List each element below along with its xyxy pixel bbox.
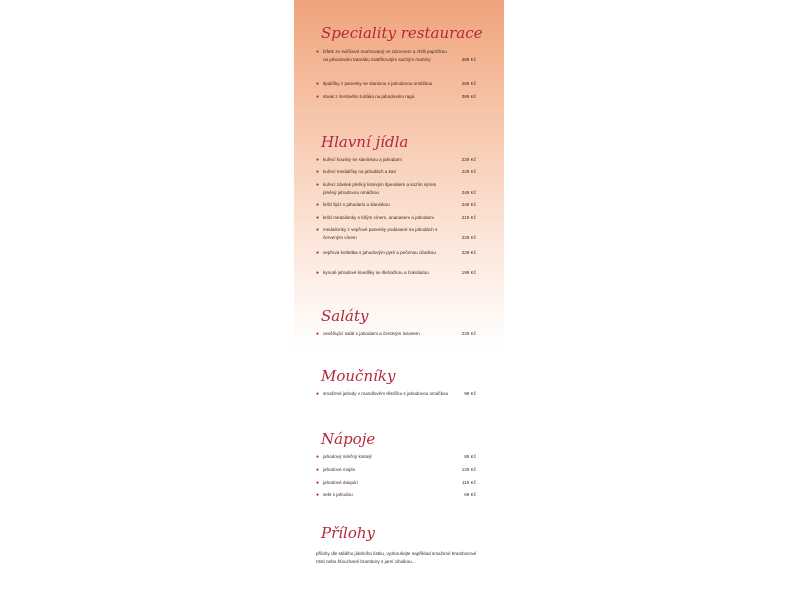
menu-item	[316, 249, 476, 257]
menu-item	[316, 226, 476, 243]
bullet-icon: ●	[316, 454, 320, 460]
bullet-icon: ●	[316, 467, 320, 473]
menu-item	[316, 156, 476, 164]
menu-item-name: kuřecí medailčky na jahodách a kari	[323, 169, 397, 174]
menu-item	[316, 80, 476, 88]
menu-item-price: 199 Kč	[461, 270, 476, 275]
menu-item-name: kuřecí kousky se slaninkou a jahodami	[323, 157, 402, 162]
menu-item-name: jahodové mojito	[323, 467, 356, 472]
menu-item	[316, 168, 476, 176]
sides-note: přílohy dle stálého jídelního lístku, vyzkoušejte například smažené bramborové rösti nebo šťouchané brambory s jarní cibulkou...	[316, 551, 477, 565]
menu-item-name: jahodové daiquiri	[323, 480, 358, 485]
menu-item-name: kuřecí závitek plněný listovým špenátem a kozím sýrem plněný jahodovou omáčkou	[323, 182, 437, 196]
section-title-main-dishes: Hlavní jídla	[321, 133, 409, 151]
menu-item-name: osvěžující salát s jahodami a čerstvým lososem	[323, 331, 420, 336]
bullet-icon: ●	[316, 480, 320, 486]
menu-item-name: steak z čerstvého tuňáka na jahodovém ragú	[323, 94, 415, 99]
bullet-icon: ●	[316, 202, 320, 208]
menu-item-name: krůtí špíz s jahodami a slaninkou	[323, 202, 390, 207]
menu-item	[316, 48, 476, 65]
menu-item-price: 85 Kč	[464, 454, 476, 459]
bullet-icon: ●	[316, 227, 320, 233]
section-title-drinks: Nápoje	[321, 430, 376, 448]
menu-item-price: 219 Kč	[461, 215, 476, 220]
menu-item-price: 389 Kč	[461, 94, 476, 99]
menu-item-price: 99 Kč	[464, 391, 476, 396]
menu-item	[316, 491, 476, 499]
bullet-icon: ●	[316, 81, 320, 87]
menu-item	[316, 479, 476, 487]
bullet-icon: ●	[316, 182, 320, 188]
section-title-desserts: Moučníky	[321, 367, 396, 385]
menu-item-price: 389 Kč	[461, 57, 476, 63]
menu-item	[316, 390, 476, 398]
bullet-icon: ●	[316, 270, 320, 276]
section-title-salads: Saláty	[321, 307, 369, 325]
menu-item-name: kynuté jahodové knedlíky se šlehačkou a čokoládou	[323, 270, 429, 275]
menu-item	[316, 181, 476, 198]
menu-item	[316, 214, 476, 222]
section-title-specialities: Speciality restaurace	[321, 24, 483, 42]
menu-item	[316, 330, 476, 338]
menu-item-name: krůtí medailonky s bílým vínem, ananasem a jahodami	[323, 215, 434, 220]
menu-item	[316, 453, 476, 461]
bullet-icon: ●	[316, 250, 320, 256]
bullet-icon: ●	[316, 215, 320, 221]
bullet-icon: ●	[316, 169, 320, 175]
bullet-icon: ●	[316, 391, 320, 397]
menu-item-price: 69 Kč	[464, 492, 476, 497]
bullet-icon: ●	[316, 157, 320, 163]
menu-item-name: špalíčky z panenky se slaninou s jahodovou omáčkou	[323, 81, 433, 86]
menu-item-name: medailonky z vepřové panenky podávané na jahodách s červeným vínem	[323, 227, 438, 241]
menu-item	[316, 201, 476, 209]
menu-item-price: 119 Kč	[462, 480, 476, 485]
menu-item-name: sekt s jahodou	[323, 492, 353, 497]
menu-item-price: 249 Kč	[461, 190, 476, 196]
menu-item-name: jahodový mléčný koktejl	[323, 454, 372, 459]
menu-item-price: 229 Kč	[461, 250, 476, 255]
bullet-icon: ●	[316, 331, 320, 337]
menu-item	[316, 269, 476, 277]
menu-item-price: 229 Kč	[461, 169, 476, 174]
menu-item-name: vepřová kotlettka s jahodovým pyré a pečenou cibulkou	[323, 250, 436, 255]
bullet-icon: ●	[316, 94, 320, 100]
menu-item	[316, 466, 476, 474]
bullet-icon: ●	[316, 492, 320, 498]
menu-item-name: smažené jahody v mandlovém těstíčku s jahodovou omáčkou	[323, 391, 449, 396]
bullet-icon: ●	[316, 49, 320, 55]
menu-item	[316, 93, 476, 101]
menu-item-price: 229 Kč	[461, 235, 476, 241]
section-title-sides: Přílohy	[321, 524, 376, 542]
menu-item-price: 229 Kč	[461, 331, 476, 336]
menu-item-price: 229 Kč	[461, 157, 476, 162]
menu-item-price: 249 Kč	[461, 202, 476, 207]
menu-item-name: biftek ze svíčkové marinovaný ve zázvorem a chilli papričkou na jahodovém tataráku zastříknutým suchým martiny	[323, 49, 447, 63]
menu-page	[294, 0, 504, 600]
menu-item-price: 269 Kč	[461, 81, 476, 86]
menu-item-price: 129 Kč	[461, 467, 476, 472]
